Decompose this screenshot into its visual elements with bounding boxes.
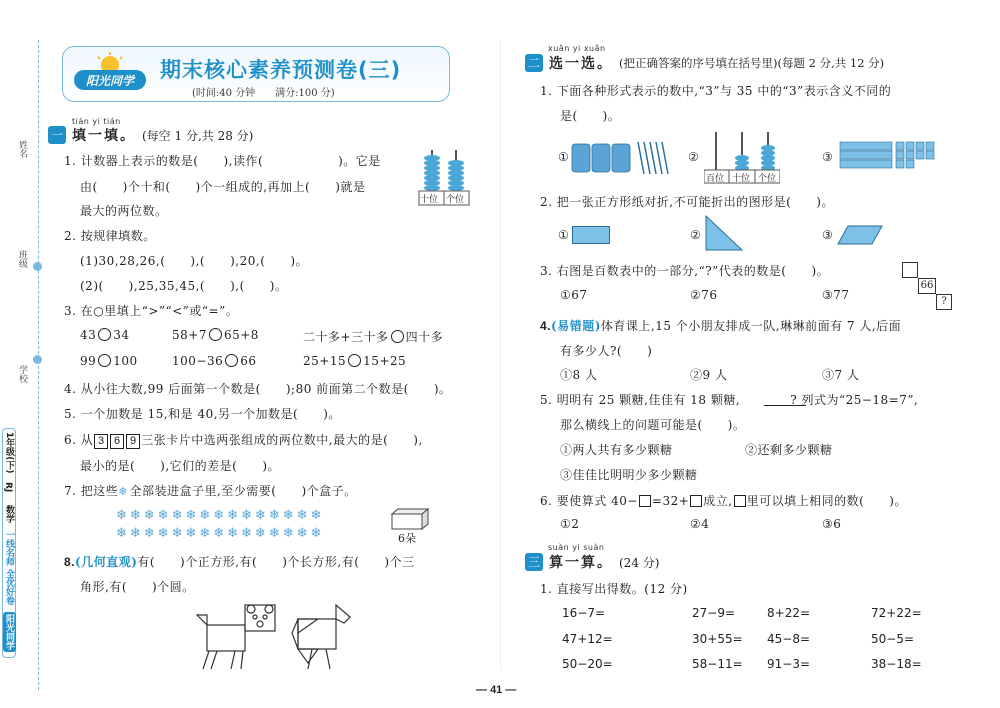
s2-q2: 2. 把一张正方形纸对折,不可能折出的图形是( )。 bbox=[540, 195, 834, 209]
s1-q4: 4. 从小往大数,99 后面第一个数是( );80 前面第二个数是( )。 bbox=[64, 382, 452, 396]
logo-text: 阳光同学 bbox=[85, 74, 134, 88]
s1-q2a: (1)30,28,26,( ),( ),20,( )。 bbox=[80, 254, 309, 268]
shape-bird-figure bbox=[288, 603, 358, 671]
s2-q6-opt1: ①2 bbox=[560, 517, 580, 531]
cmp-left: 43 bbox=[80, 328, 97, 342]
s2-q4-line2: 有多少人?( ) bbox=[560, 344, 653, 358]
triangle-shape bbox=[704, 214, 744, 256]
center-divider bbox=[500, 40, 501, 670]
calc-item: 58−11= bbox=[692, 657, 743, 671]
calc-item: 8+22= bbox=[767, 606, 811, 620]
s2-q3-opts-3: ③77 bbox=[822, 288, 850, 302]
s2-q1-opt3-label: ③ bbox=[822, 150, 834, 164]
s1-q3-row2c bbox=[303, 354, 406, 368]
s2-q1-opt2-label: ② bbox=[688, 150, 700, 164]
cmp-right: 100 bbox=[113, 354, 138, 368]
s1-q6-line1 bbox=[64, 431, 423, 449]
s2-q2-opt1-label: ① bbox=[558, 228, 570, 242]
hundred-chart-fragment bbox=[902, 262, 952, 312]
s1-q5: 5. 一个加数是 15,和是 40,另一个加数是( )。 bbox=[64, 407, 341, 421]
abacus-ones-label: 个位 bbox=[446, 195, 465, 205]
compare-circle[interactable] bbox=[98, 328, 111, 341]
digit-card: 9 bbox=[126, 434, 140, 449]
flowers-row-2: ❄❄❄❄❄❄❄❄❄❄❄❄❄❄❄ bbox=[116, 526, 325, 541]
sec2-title: 选一选。 bbox=[549, 56, 613, 72]
cubes-blocks-figure bbox=[838, 138, 938, 174]
s1-q6-line2: 最小的是( ),它们的差是( )。 bbox=[80, 459, 281, 473]
calc-item: 72+22= bbox=[871, 606, 922, 620]
q7-prefix: 7. 把这些 bbox=[64, 484, 119, 498]
q6-post2: 里可以填上相同的数( )。 bbox=[746, 494, 907, 508]
calc-item: 47+12= bbox=[562, 632, 613, 646]
s1-q2: 2. 按规律填数。 bbox=[64, 229, 156, 243]
q5-blank-underline[interactable] bbox=[764, 405, 806, 406]
sidebar-dot-2 bbox=[33, 355, 42, 364]
q4-number: 4. bbox=[540, 319, 552, 333]
cmp-right: 四十多 bbox=[405, 330, 444, 344]
s2-q5-opt1: ①两人共有多少颗糖 bbox=[560, 443, 673, 457]
rectangle-shape bbox=[572, 226, 610, 244]
s1-q3-row1 bbox=[80, 328, 130, 342]
s1-q8-line1 bbox=[64, 553, 415, 570]
chart-cell-question: ? bbox=[936, 294, 952, 310]
sidebar-logo: 阳光同学 bbox=[4, 614, 14, 650]
sidebar-edition-label: RJ bbox=[3, 482, 13, 493]
s2-q4-opt3: ③7 人 bbox=[822, 368, 860, 382]
q8-number: 8. bbox=[64, 555, 76, 569]
calc-item: 45−8= bbox=[767, 632, 811, 646]
sidebar-dot-1 bbox=[33, 262, 42, 271]
parallelogram-shape bbox=[836, 224, 884, 250]
s1-q3-row1b bbox=[172, 328, 259, 342]
flowers-row-1: ❄❄❄❄❄❄❄❄❄❄❄❄❄❄❄ bbox=[116, 508, 325, 523]
sidebar-class-label: 班级 bbox=[17, 250, 27, 268]
cmp-left: 99 bbox=[80, 354, 97, 368]
sec1-pinyin: tián yi tián bbox=[72, 117, 121, 126]
sec1-title: 填一填。 bbox=[72, 128, 136, 144]
s1-q1-line1: 1. 计数器上表示的数是( ),读作( )。它是 bbox=[64, 154, 381, 168]
chart-cell bbox=[902, 262, 918, 278]
s2-q3-opts-2: ②76 bbox=[690, 288, 718, 302]
shape-dog-figure bbox=[195, 603, 285, 671]
calc-item: 50−5= bbox=[871, 632, 915, 646]
binding-line bbox=[38, 40, 39, 690]
cmp-right: 66 bbox=[240, 354, 257, 368]
sec3-header bbox=[525, 551, 659, 573]
compare-circle[interactable] bbox=[225, 354, 238, 367]
abacus-3-figure bbox=[704, 130, 780, 184]
blank-square[interactable] bbox=[639, 495, 651, 507]
s2-q6 bbox=[540, 492, 907, 509]
compare-circle[interactable] bbox=[98, 354, 111, 367]
sidebar-subject-label: 数学 bbox=[4, 505, 14, 523]
sec2-pinyin: xuǎn yi xuǎn bbox=[548, 44, 606, 53]
calc-item: 38−18= bbox=[871, 657, 922, 671]
q8-text: 有( )个正方形,有( )个长方形,有( )个三 bbox=[137, 555, 415, 569]
s2-q1-line2: 是( )。 bbox=[560, 109, 621, 123]
sec1-badge: 一 bbox=[48, 126, 66, 144]
sec2-note: (把正确答案的序号填在括号里)(每题 2 分,共 12 分) bbox=[619, 56, 885, 70]
chart-cell-66: 66 bbox=[918, 278, 936, 294]
q6-post: 成立, bbox=[703, 494, 733, 508]
q6-mid: =32+ bbox=[651, 494, 690, 508]
s2-q3-opts-1: ①67 bbox=[560, 288, 588, 302]
calc-item: 30+55= bbox=[692, 632, 743, 646]
cmp-right: 65+8 bbox=[223, 328, 259, 342]
s2-q2-opt2-label: ② bbox=[690, 228, 702, 242]
s2-q1-opt1-label: ① bbox=[558, 150, 570, 164]
cmp-left: 25+15 bbox=[303, 354, 347, 368]
flower-icon: ❄ bbox=[118, 485, 130, 498]
s1-q2b: (2)( ),25,35,45,( ),( )。 bbox=[80, 279, 288, 293]
blank-square[interactable] bbox=[734, 495, 746, 507]
abacus-figure bbox=[418, 148, 470, 206]
calc-item: 91−3= bbox=[767, 657, 811, 671]
box-icon bbox=[390, 508, 430, 530]
place-hundreds: 百位 bbox=[706, 174, 725, 184]
s2-q2-opt3-label: ③ bbox=[822, 228, 834, 242]
calc-item: 27−9= bbox=[692, 606, 736, 620]
s2-q6-opt3: ③6 bbox=[822, 517, 842, 531]
s1-q3-row1c bbox=[303, 328, 443, 345]
sec3-badge: 三 bbox=[525, 553, 543, 571]
compare-circle[interactable] bbox=[209, 328, 222, 341]
s2-q5-line1: 5. 明明有 25 颗糖,佳佳有 18 颗糖, ? 列式为“25−18=7”, bbox=[540, 393, 919, 407]
s2-q6-opt2: ②4 bbox=[690, 517, 710, 531]
sec3-note: (24 分) bbox=[619, 555, 660, 570]
s1-q1-line3: 最大的两位数。 bbox=[80, 204, 168, 218]
sec2-header bbox=[525, 52, 884, 74]
sec1-header bbox=[48, 124, 253, 146]
page-number-value: 41 bbox=[490, 684, 503, 696]
q7-text: 全部装进盒子里,至少需要( )个盒子。 bbox=[129, 484, 357, 498]
q8-tag: (几何直观) bbox=[75, 555, 138, 569]
cmp-left: 100−36 bbox=[172, 354, 224, 368]
s1-q8-line2: 角形,有( )个圆。 bbox=[80, 580, 195, 594]
s1-q3: 3. 在○里填上“>”“<”或“=”。 bbox=[64, 304, 239, 318]
logo-badge bbox=[70, 52, 150, 94]
compare-circle[interactable] bbox=[348, 354, 361, 367]
s2-q1-line1: 1. 下面各种形式表示的数中,“3”与 35 中的“3”表示含义不同的 bbox=[540, 84, 892, 98]
s3-q1: 1. 直接写出得数。(12 分) bbox=[540, 582, 688, 596]
sec3-title: 算一算。 bbox=[549, 555, 613, 571]
q6-text: 三张卡片中选两张组成的两位数中,最大的是( ), bbox=[141, 433, 423, 447]
s2-q5-line2: 那么横线上的问题可能是( )。 bbox=[560, 418, 746, 432]
page-subtitle: (时间:40 分钟 满分:100 分) bbox=[192, 88, 335, 99]
sidebar-grade-label: 1年级(下) bbox=[4, 432, 14, 474]
compare-circle[interactable] bbox=[391, 330, 404, 343]
box-label: 6朵 bbox=[398, 532, 416, 545]
s2-q3: 3. 右图是百数表中的一部分,“?”代表的数是( )。 bbox=[540, 264, 830, 278]
calc-item: 16−7= bbox=[562, 606, 606, 620]
s2-q5-opt3: ③佳佳比明明少多少颗糖 bbox=[560, 468, 698, 482]
place-tens: 十位 bbox=[732, 174, 751, 184]
digit-card: 6 bbox=[110, 434, 124, 449]
calc-item: 50−20= bbox=[562, 657, 613, 671]
blank-square[interactable] bbox=[690, 495, 702, 507]
s1-q7 bbox=[64, 482, 357, 499]
cmp-left: 58+7 bbox=[172, 328, 207, 342]
sidebar-series-label: 一线名师 全优好卷 bbox=[4, 530, 14, 606]
digit-card: 3 bbox=[94, 434, 108, 449]
s1-q3-row2 bbox=[80, 354, 138, 368]
sec1-note: (每空 1 分,共 28 分) bbox=[142, 128, 254, 143]
cmp-left: 二十多+三十多 bbox=[303, 330, 389, 344]
q6-prefix: 6. 从 bbox=[64, 433, 94, 447]
q4-text: 体育课上,15 个小朋友排成一队,琳琳前面有 7 人,后面 bbox=[600, 319, 902, 333]
page-number: — 41 — bbox=[476, 684, 517, 696]
s2-q4-opt2: ②9 人 bbox=[690, 368, 728, 382]
q6-prefix: 6. 要使算式 40− bbox=[540, 494, 638, 508]
s2-q4-line1 bbox=[540, 317, 901, 334]
cmp-right: 15+25 bbox=[363, 354, 407, 368]
s1-q3-row2b bbox=[172, 354, 257, 368]
sidebar-school-label: 学校 bbox=[17, 365, 27, 383]
place-ones: 个位 bbox=[758, 174, 777, 184]
sec3-pinyin: suàn yi suàn bbox=[548, 543, 605, 552]
s1-q1-line2: 由( )个十和( )个一组成的,再加上( )就是 bbox=[80, 180, 366, 194]
page-title: 期末核心素养预测卷(三) bbox=[160, 58, 402, 82]
s2-q5-opt2: ②还剩多少颗糖 bbox=[745, 443, 833, 457]
sidebar-name-label: 姓名 bbox=[17, 140, 27, 158]
abacus-tens-label: 十位 bbox=[420, 195, 439, 205]
s2-q4-opt1: ①8 人 bbox=[560, 368, 598, 382]
cmp-right: 34 bbox=[113, 328, 130, 342]
q4-tag: (易错题) bbox=[551, 319, 601, 333]
sec2-badge: 二 bbox=[525, 54, 543, 72]
sticks-bundle-figure bbox=[570, 138, 670, 178]
